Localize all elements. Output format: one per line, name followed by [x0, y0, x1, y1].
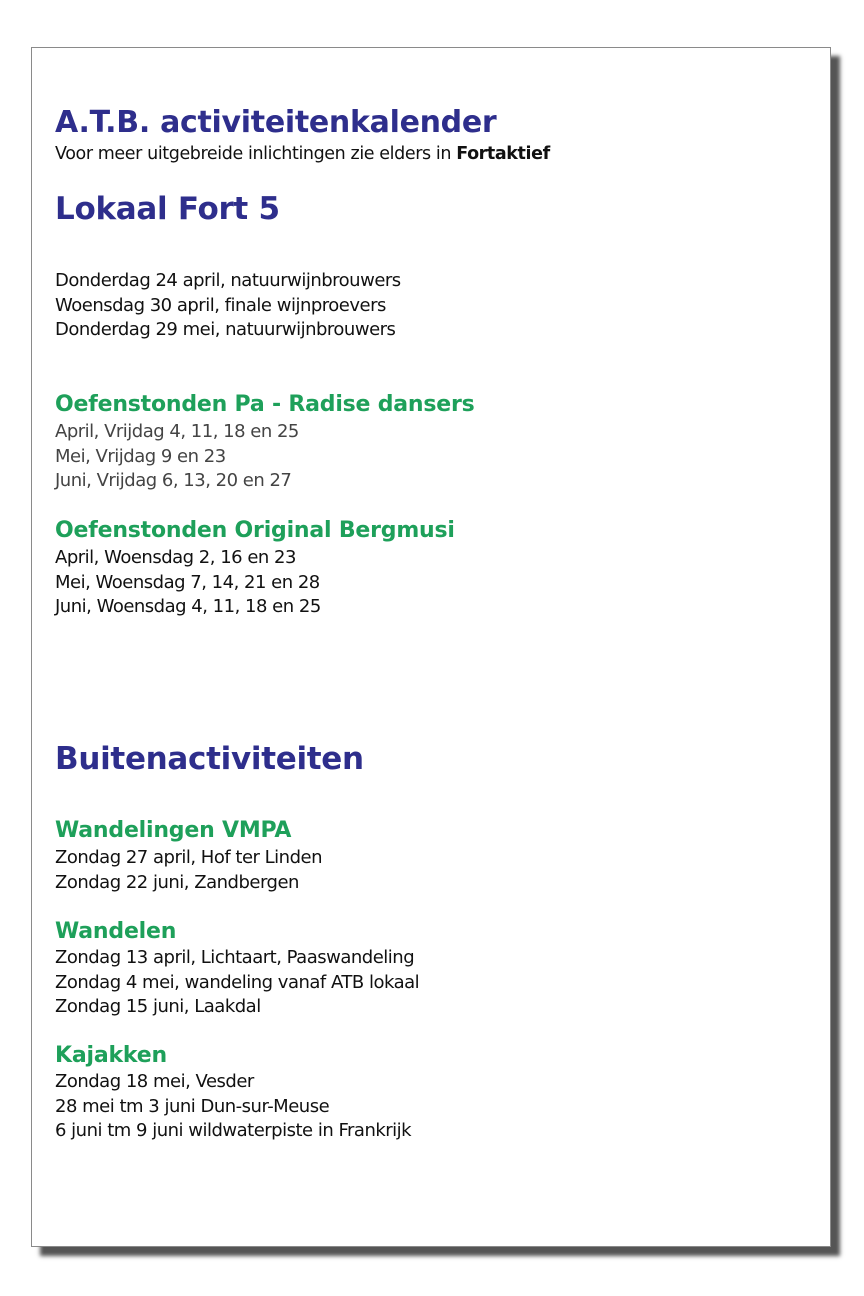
calendar-page: [31, 47, 831, 1247]
section-title-lokaal: Lokaal Fort 5: [55, 191, 280, 227]
lokaal-event-list: [55, 269, 401, 343]
list-item: Zondag 18 mei, Vesder: [55, 1071, 254, 1092]
list-item: Zondag 4 mei, wandeling vanaf ATB lokaal: [55, 971, 420, 993]
list-item: 6 juni tm 9 juni wildwaterpiste in Frankrijk: [55, 1120, 412, 1141]
radise-schedule-list: [55, 420, 299, 494]
list-item: Woensdag 30 april, finale wijnproevers: [55, 294, 386, 316]
section-title-buiten: Buitenactiviteiten: [55, 741, 364, 777]
subsection-title-radise: Oefenstonden Pa - Radise dansers: [55, 392, 475, 417]
list-item: Zondag 27 april, Hof ter Linden: [55, 847, 322, 868]
list-item: April, Vrijdag 4, 11, 18 en 25: [55, 421, 299, 442]
list-item: Mei, Woensdag 7, 14, 21 en 28: [55, 571, 320, 593]
list-item: Juni, Vrijdag 6, 13, 20 en 27: [55, 470, 292, 491]
list-item: Juni, Woensdag 4, 11, 18 en 25: [55, 596, 321, 617]
intro-text: [55, 144, 550, 164]
kajakken-schedule-list: [55, 1070, 411, 1144]
wandelen-schedule-list: [55, 946, 419, 1020]
intro-prefix: Voor meer uitgebreide inlichtingen zie elders in: [55, 144, 457, 164]
subsection-title-kajakken: Kajakken: [55, 1043, 167, 1068]
intro-publication-name: Fortaktief: [456, 144, 550, 164]
list-item: Zondag 15 juni, Laakdal: [55, 996, 261, 1017]
subsection-title-wandelen: Wandelen: [55, 919, 177, 944]
list-item: Mei, Vrijdag 9 en 23: [55, 445, 226, 467]
list-item: Donderdag 24 april, natuurwijnbrouwers: [55, 270, 401, 291]
subsection-title-bergmusi: Oefenstonden Original Bergmusi: [55, 518, 455, 543]
list-item: Zondag 22 juni, Zandbergen: [55, 871, 299, 893]
vmpa-schedule-list: [55, 846, 322, 895]
list-item: Donderdag 29 mei, natuurwijnbrouwers: [55, 319, 396, 340]
list-item: Zondag 13 april, Lichtaart, Paaswandeling: [55, 947, 415, 968]
page-title: A.T.B. activiteitenkalender: [55, 105, 497, 140]
list-item: April, Woensdag 2, 16 en 23: [55, 547, 296, 568]
subsection-title-vmpa: Wandelingen VMPA: [55, 818, 292, 843]
bergmusi-schedule-list: [55, 546, 321, 620]
list-item: 28 mei tm 3 juni Dun-sur-Meuse: [55, 1095, 330, 1117]
